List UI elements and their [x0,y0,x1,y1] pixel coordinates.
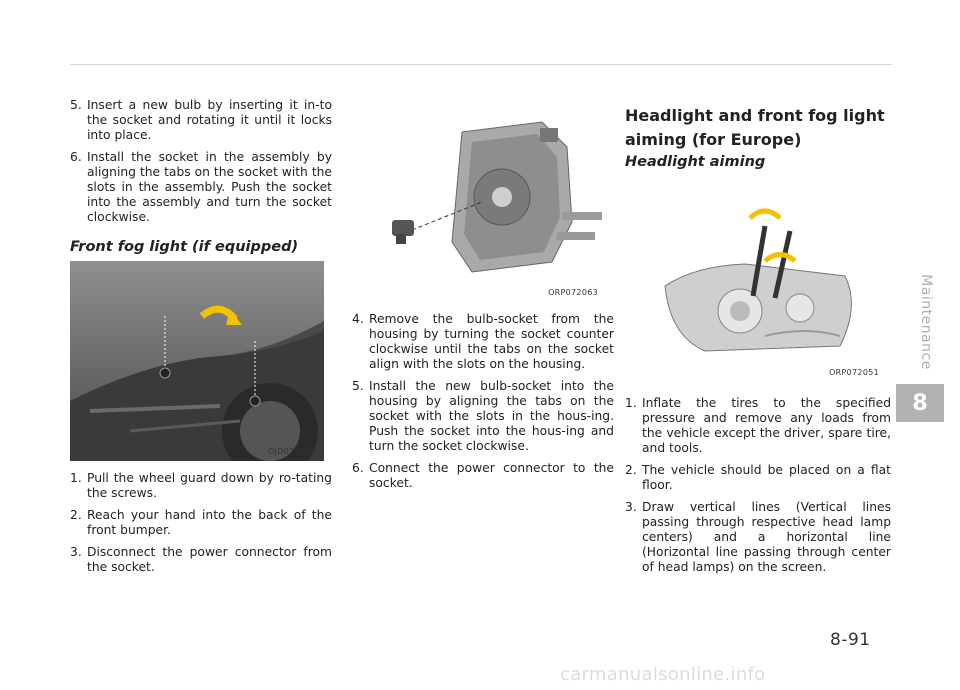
list-item: 3. Disconnect the power connector from the socket. [70,545,332,574]
list-item: 2. The vehicle should be placed on a flat floor. [625,463,891,492]
figure-code: ORP072063 [548,288,598,297]
column-left [70,98,332,582]
watermark: carmanualsonline.info [560,664,766,685]
top-rule [70,64,892,65]
column-middle [352,98,614,498]
list-item: 4. Remove the bulb-socket from the housing by turning the socket counter clockwise until the tabs on the socket align with the slots on the housing. [352,312,614,371]
list-item: 2. Reach your hand into the back of the front bumper. [70,508,332,537]
steps-list-top [70,98,332,225]
figure-code: OJD072050 [267,447,316,456]
list-item: 3. Draw vertical lines (Vertical lines passing through respective head lamp centers) and a horizontal line (Horizontal line passing through center of head lamps) on the screen. [625,500,891,574]
column-right [625,104,891,582]
headlight-aiming-heading: Headlight aiming [625,154,766,170]
headlamp-housing-illustration [352,102,606,302]
page-number: 8-91 [830,630,871,650]
fog-light-figure [70,261,324,461]
steps-list [625,396,891,575]
chapter-number-tab: 8 [896,384,944,422]
list-item: 6. Install the socket in the assembly by aligning the tabs on the socket with the slots in the assembly. Push the socket into the assembly and turn the socket clockwise. [70,150,332,224]
list-item: 5. Insert a new bulb by inserting it in-to the socket and rotating it until it locks into place. [70,98,332,142]
steps-list-bottom [70,471,332,575]
list-item: 1. Inflate the tires to the specified pressure and remove any loads from the vehicle except the driver, spare tire, and tools. [625,396,891,455]
headlight-aiming-illustration [625,186,887,382]
list-item: 6. Connect the power connector to the socket. [352,461,614,490]
headlight-aiming-figure [625,186,887,382]
headlamp-housing-figure [352,102,606,302]
list-item: 5. Install the new bulb-socket into the housing by aligning the tabs on the socket with the slots in the hous-ing. Push the socket into the hous-ing and turn the socket clockwise. [352,379,614,453]
fog-light-illustration [70,261,324,461]
list-item: 1. Pull the wheel guard down by ro-tating the screws. [70,471,332,500]
steps-list [352,312,614,491]
figure-code: ORP072051 [829,368,879,377]
chapter-side-label: Maintenance [918,274,934,370]
section-title-line2: aiming (for Europe) [625,130,802,149]
section-title-line1: Headlight and front fog light [625,106,885,125]
fog-light-heading: Front fog light (if equipped) [70,239,299,255]
